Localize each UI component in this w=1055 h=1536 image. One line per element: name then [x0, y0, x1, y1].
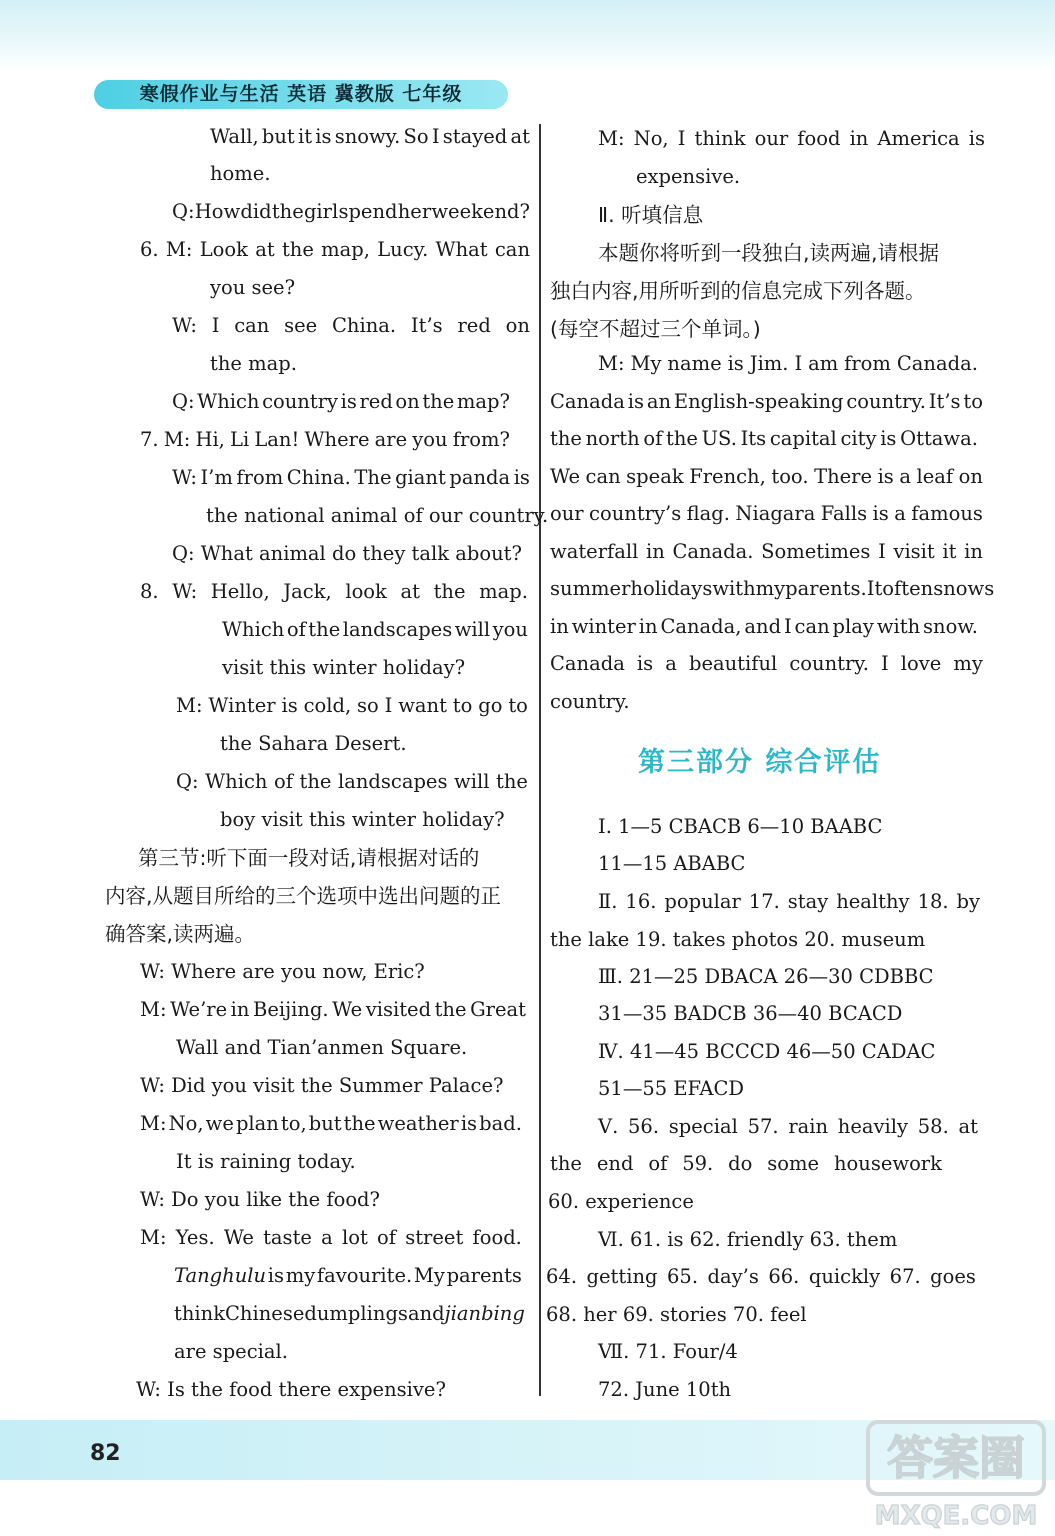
right-text-line: 64. getting 65. day’s 66. quickly 67. goes [546, 1265, 976, 1288]
left-text-line: Which of the landscapes will you [222, 618, 528, 641]
right-text-line: 独白内容,用所听到的信息完成下列各题。 [550, 279, 926, 303]
left-text-line: Q: What animal do they talk about? [172, 542, 522, 565]
right-text-line: country. [550, 690, 630, 713]
left-text-line: M: Yes. We taste a lot of street food. [140, 1226, 522, 1249]
left-text-line: Wall, but it is snowy. So I stayed at [210, 125, 530, 148]
right-text-line: waterfall in Canada. Sometimes I visit it in [550, 540, 983, 563]
left-text-line: the national animal of our country. [206, 504, 549, 527]
left-text-line: think Chinese dumplings and jianbing [174, 1302, 525, 1325]
left-text-line: It is raining today. [176, 1150, 356, 1173]
right-text-line: the lake 19. takes photos 20. museum [550, 928, 926, 951]
book-header: 寒假作业与生活 英语 冀教版 七年级 [94, 80, 508, 109]
left-text-line: W: I’m from China. The giant panda is [172, 466, 530, 489]
watermark-bottom: MXQE.COM [874, 1501, 1038, 1531]
left-text-line: 8. W: Hello, Jack, look at the map. [140, 580, 528, 603]
watermark-logo [860, 1418, 1050, 1533]
left-text-line: are special. [174, 1340, 288, 1363]
right-text-line: Ⅵ. 61. is 62. friendly 63. them [598, 1228, 898, 1251]
left-text-line: visit this winter holiday? [222, 656, 466, 679]
right-text-line: 60. experience [548, 1190, 694, 1213]
right-text-line: in winter in Canada, and I can play with snow. [550, 615, 978, 638]
right-text-line: Ⅴ. 56. special 57. rain heavily 58. at [598, 1115, 978, 1138]
left-text-line: Q: How did the girl spend her weekend? [172, 200, 530, 223]
left-text-line: 确答案,读两遍。 [105, 922, 256, 946]
left-text-line: M: Winter is cold, so I want to go to [176, 694, 528, 717]
left-text-line: the map. [210, 352, 297, 375]
left-text-line: M: We’re in Beijing. We visited the Great [140, 998, 526, 1021]
right-text-line: 本题你将听到一段独白,读两遍,请根据 [598, 241, 940, 265]
right-text-line: the north of the US. Its capital city is Ottawa. [550, 427, 978, 450]
right-text-line: Ⅱ. 16. popular 17. stay healthy 18. by [598, 890, 980, 913]
left-text-line: M: No, we plan to, but the weather is bad. [140, 1112, 522, 1135]
right-text-line: M: No, I think our food in America is [598, 127, 985, 150]
right-text-line: (每空不超过三个单词。) [550, 317, 761, 341]
section-title: 第三部分 综合评估 [638, 747, 882, 778]
right-text-line: our country’s flag. Niagara Falls is a famous [550, 502, 983, 525]
right-text-line: 51—55 EFACD [598, 1077, 745, 1100]
right-text-line: the end of 59. do some housework [550, 1152, 942, 1175]
column-divider [539, 124, 541, 1396]
right-text-line: Canada is an English-speaking country. It’s to [550, 390, 983, 413]
left-text-line: W: Do you like the food? [140, 1188, 380, 1211]
left-text-line: W: Did you visit the Summer Palace? [140, 1074, 504, 1097]
right-text-line: 72. June 10th [598, 1378, 732, 1401]
left-text-line: boy visit this winter holiday? [220, 808, 505, 831]
left-text-line: Q: Which country is red on the map? [172, 390, 510, 413]
left-text-line: home. [210, 162, 271, 185]
left-text-line: Tanghulu is my favourite. My parents [174, 1264, 522, 1287]
left-text-line: 7. M: Hi, Li Lan! Where are you from? [140, 428, 510, 451]
right-text-line: M: My name is Jim. I am from Canada. [598, 352, 978, 375]
left-text-line: 6. M: Look at the map, Lucy. What can [140, 238, 530, 261]
right-text-line: expensive. [636, 165, 741, 188]
right-text-line: Ⅰ. 1—5 CBACB 6—10 BAABC [598, 815, 883, 838]
left-text-line: 内容,从题目所给的三个选项中选出问题的正 [105, 884, 502, 908]
left-text-line: W: Is the food there expensive? [136, 1378, 446, 1401]
left-text-line: W: Where are you now, Eric? [140, 960, 425, 983]
left-text-line: Wall and Tian’anmen Square. [176, 1036, 468, 1059]
top-band [0, 0, 1055, 70]
right-text-line: Ⅱ. 听填信息 [598, 203, 704, 227]
right-text-line: Ⅳ. 41—45 BCCCD 46—50 CADAC [598, 1040, 936, 1063]
left-text-line: 第三节:听下面一段对话,请根据对话的 [138, 846, 480, 870]
left-text-line: you see? [210, 276, 296, 299]
right-text-line: Canada is a beautiful country. I love my [550, 652, 983, 675]
right-text-line: 31—35 BADCB 36—40 BCACD [598, 1002, 903, 1025]
right-text-line: Ⅲ. 21—25 DBACA 26—30 CDBBC [598, 965, 934, 988]
right-text-line: summer holidays with my parents. It often snows [550, 577, 995, 600]
right-text-line: We can speak French, too. There is a leaf on [550, 465, 983, 488]
right-text-line: 68. her 69. stories 70. feel [546, 1303, 807, 1326]
left-text-line: the Sahara Desert. [220, 732, 407, 755]
right-text-line: Ⅶ. 71. Four/4 [598, 1340, 738, 1363]
right-text-line: 11—15 ABABC [598, 852, 746, 875]
page-number: 82 [90, 1441, 121, 1466]
left-text-line: W: I can see China. It’s red on [172, 314, 530, 337]
watermark-top: 答案圈 [887, 1431, 1025, 1485]
left-text-line: Q: Which of the landscapes will the [176, 770, 528, 793]
